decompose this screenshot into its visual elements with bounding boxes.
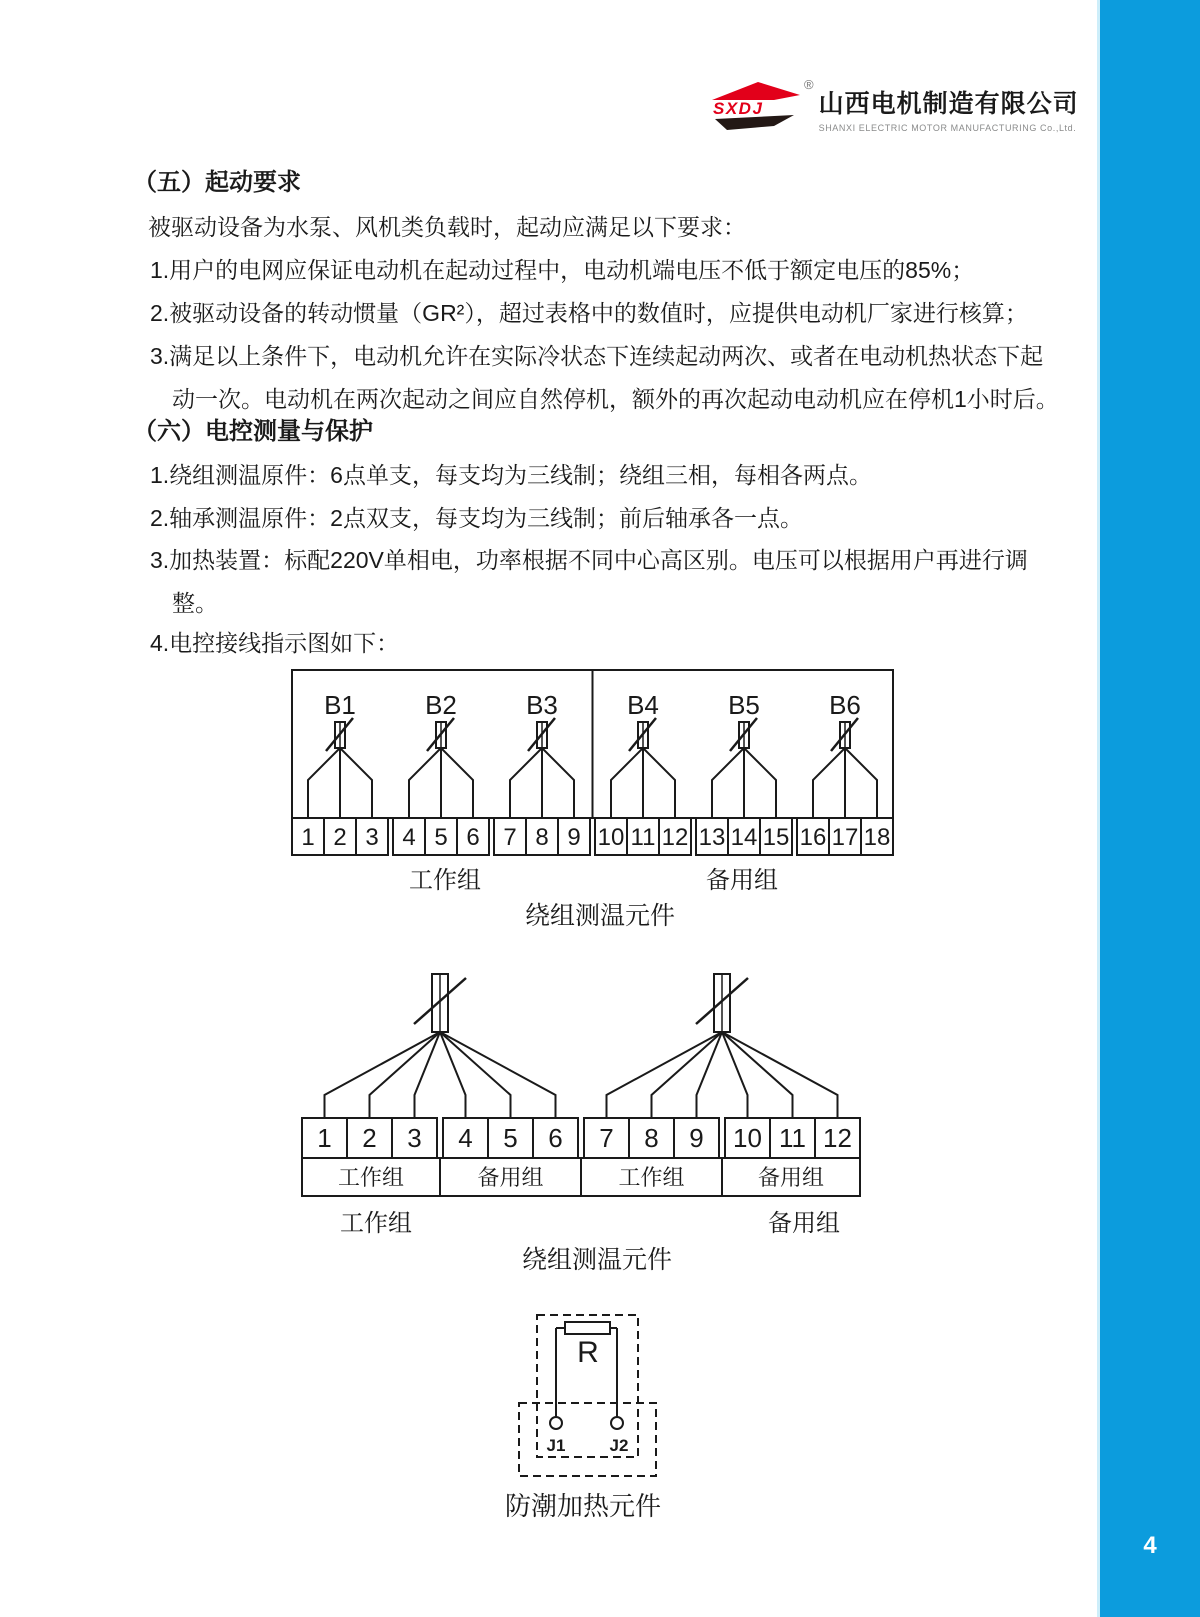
diagram3-caption: 防潮加热元件 <box>504 1491 661 1521</box>
list-item-1-1: 1.用户的电网应保证电动机在起动过程中，电动机端电压不低于额定电压的85%； <box>150 257 975 283</box>
sensor-label: B4 <box>627 690 659 720</box>
list-item-2-4: 4.电控接线指示图如下： <box>150 630 400 656</box>
diagram2-caption: 绕组测温元件 <box>521 1246 672 1274</box>
terminal-point-j1 <box>550 1417 562 1429</box>
terminal-number: 15 <box>762 824 790 851</box>
sensor-wire-left <box>611 748 643 818</box>
terminal-number: 6 <box>466 824 480 851</box>
terminal-number: 2 <box>362 1123 377 1153</box>
terminal-number: 11 <box>630 824 656 851</box>
diagram2-working-group-label: 工作组 <box>340 1210 412 1237</box>
company-name-en: SHANXI ELECTRIC MOTOR MANUFACTURING Co.,Ltd. <box>818 123 1077 133</box>
diagram1-backup-group-label: 备用组 <box>706 867 778 894</box>
terminal-number: 1 <box>301 824 315 851</box>
terminal-number: 16 <box>799 824 827 851</box>
terminal-number: 14 <box>730 824 758 851</box>
sensor-wire-left <box>308 748 340 818</box>
sensor-label: B3 <box>526 690 558 720</box>
list-item-2-3-line2: 整。 <box>172 590 218 616</box>
logo-roof-shape <box>712 82 800 100</box>
company-name-cn: 山西电机制造有限公司 <box>818 90 1079 118</box>
group-cell-label: 备用组 <box>757 1165 825 1190</box>
terminal-number: 9 <box>689 1123 704 1153</box>
sensor-wire-left <box>712 748 744 818</box>
terminal-number: 12 <box>823 1123 852 1153</box>
sensor-label: B2 <box>425 690 457 720</box>
list-item-1-3-line2: 动一次。电动机在两次起动之间应自然停机，额外的再次起动电动机应在停机1小时后。 <box>172 386 1059 412</box>
group-cell-label: 备用组 <box>477 1165 544 1190</box>
section-heading-6: （六）电控测量与保护 <box>133 418 373 445</box>
terminal-label-j2: J2 <box>609 1436 629 1455</box>
resistor-label: R <box>577 1336 599 1369</box>
terminal-number: 2 <box>333 824 347 851</box>
registered-mark: ® <box>804 77 814 92</box>
terminal-number: 5 <box>434 824 448 851</box>
sensor-label: B1 <box>324 690 356 720</box>
terminal-number: 3 <box>365 824 379 851</box>
company-name-block <box>819 84 1079 133</box>
terminal-number: 17 <box>831 824 859 851</box>
terminal-number: 8 <box>644 1123 659 1153</box>
winding-sensor-diagram-18 <box>287 660 907 860</box>
terminal-label-j1: J1 <box>546 1436 566 1455</box>
terminal-number: 7 <box>503 824 517 851</box>
logo-abbr-text: SXDJ <box>713 99 764 118</box>
terminal-number: 8 <box>535 824 549 851</box>
sensor-wire-right <box>845 748 877 818</box>
terminal-number: 10 <box>597 824 625 851</box>
sxdj-emblem-icon <box>710 78 802 132</box>
terminal-number: 13 <box>698 824 726 851</box>
company-logo <box>710 78 1079 133</box>
sensor-wire-right <box>542 748 574 818</box>
paragraph-intro: 被驱动设备为水泵、风机类负载时，起动应满足以下要求： <box>148 214 746 240</box>
section-heading-5: （五）起动要求 <box>133 169 301 196</box>
terminal-number: 7 <box>599 1123 614 1153</box>
sensor-wire-left <box>813 748 845 818</box>
terminal-number: 1 <box>317 1123 332 1153</box>
sensor-wire <box>722 1032 793 1118</box>
group-cell-label: 工作组 <box>337 1165 405 1190</box>
terminal-point-j2 <box>611 1417 623 1429</box>
sensor-wire <box>370 1032 441 1118</box>
sensor-label: B6 <box>829 690 861 720</box>
diagram1-working-group-label: 工作组 <box>409 867 481 894</box>
terminal-number: 5 <box>503 1123 518 1153</box>
sensor-wire-left <box>409 748 441 818</box>
terminal-number: 4 <box>458 1123 473 1153</box>
terminal-number: 12 <box>661 824 689 851</box>
heater-element-diagram <box>500 1270 700 1485</box>
list-item-1-3-line1: 3.满足以上条件下，电动机允许在实际冷状态下连续起动两次、或者在电动机热状态下起 <box>150 343 1044 369</box>
list-item-2-2: 2.轴承测温原件：2点双支，每支均为三线制；前后轴承各一点。 <box>150 505 803 531</box>
sensor-wire-right <box>441 748 473 818</box>
resistor-body <box>565 1322 610 1334</box>
page-number: 4 <box>1143 1532 1157 1559</box>
sensor-label: B5 <box>728 690 760 720</box>
sensor-wire <box>652 1032 723 1118</box>
terminal-number: 11 <box>779 1123 806 1153</box>
sensor-wire-left <box>510 748 542 818</box>
list-item-2-3-line1: 3.加热装置：标配220V单相电，功率根据不同中心高区别。电压可以根据用户再进行调 <box>150 547 1028 573</box>
outer-dashed-enclosure <box>519 1403 656 1476</box>
sensor-wire-right <box>340 748 372 818</box>
sensor-wire <box>440 1032 511 1118</box>
diagram2-backup-group-label: 备用组 <box>768 1210 840 1237</box>
diagram1-caption: 绕组测温元件 <box>524 902 675 930</box>
terminal-number: 9 <box>567 824 581 851</box>
sensor-wire-right <box>744 748 776 818</box>
terminal-number: 10 <box>733 1123 762 1153</box>
group-cell-label: 工作组 <box>618 1165 685 1190</box>
list-item-2-1: 1.绕组测温原件：6点单支，每支均为三线制；绕组三相，每相各两点。 <box>150 462 872 488</box>
right-accent-band <box>1097 0 1200 1617</box>
terminal-number: 6 <box>548 1123 563 1153</box>
terminal-number: 3 <box>407 1123 422 1153</box>
terminal-number: 18 <box>863 824 891 851</box>
list-item-1-2: 2.被驱动设备的转动惯量（GR²），超过表格中的数值时，应提供电动机厂家进行核算； <box>150 300 1028 326</box>
sensor-wire-right <box>643 748 675 818</box>
terminal-number: 4 <box>402 824 416 851</box>
winding-sensor-diagram-12 <box>295 960 875 1200</box>
